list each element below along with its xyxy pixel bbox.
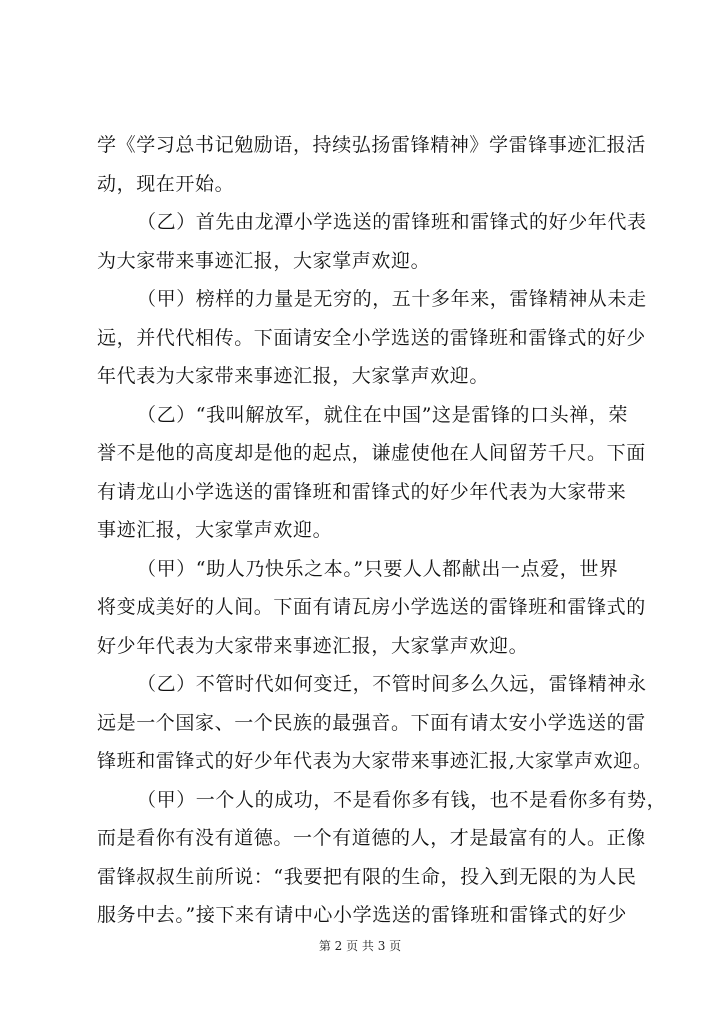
text-line: （甲）“助人乃快乐之本。”只要人人都献出一点爱，世界 xyxy=(137,557,619,580)
text-line: 动，现在开始。 xyxy=(97,172,235,195)
text-line: 年代表为大家带来事迹汇报，大家掌声欢迎。 xyxy=(97,365,490,387)
text-line: 雷锋叔叔生前所说：“我要把有限的生命，投入到无限的为人民 xyxy=(97,865,637,888)
text-line: 服务中去。”接下来有请中心小学选送的雷锋班和雷锋式的好少 xyxy=(97,904,628,926)
text-line: （乙）“我叫解放军，就住在中国”这是雷锋的口头禅，荣 xyxy=(137,403,629,426)
document-body xyxy=(97,126,667,935)
text-line: 锋班和雷锋式的好少年代表为大家带来事迹汇报,大家掌声欢迎。 xyxy=(97,750,653,772)
text-line: 事迹汇报，大家掌声欢迎。 xyxy=(97,519,333,541)
text-line: 学《学习总书记勉励语，持续弘扬雷锋精神》学雷锋事迹汇报活 xyxy=(97,134,646,156)
text-line: （乙）不管时代如何变迁，不管时间多么久远，雷锋精神永 xyxy=(137,673,647,695)
text-line: （甲）榜样的力量是无穷的，五十多年来，雷锋精神从未走 xyxy=(137,288,647,310)
text-line: 有请龙山小学选送的雷锋班和雷锋式的好少年代表为大家带来 xyxy=(97,480,627,503)
text-line: 好少年代表为大家带来事迹汇报，大家掌声欢迎。 xyxy=(97,634,529,657)
text-line: 而是看你有没有道德。一个有道德的人，才是最富有的人。正像 xyxy=(97,827,646,849)
text-line: （乙）首先由龙潭小学选送的雷锋班和雷锋式的好少年代表 xyxy=(137,211,647,233)
text-line: 远，并代代相传。下面请安全小学选送的雷锋班和雷锋式的好少 xyxy=(97,326,646,349)
text-line: 将变成美好的人间。下面有请瓦房小学选送的雷锋班和雷锋式的 xyxy=(97,596,646,618)
page-number-footer: 第 2 页 共 3 页 xyxy=(318,939,402,953)
text-line: 誉不是他的高度却是他的起点，谦虚使他在人间留芳千尺。下面 xyxy=(97,442,646,464)
text-line: 远是一个国家、一个民族的最强音。下面有请太安小学选送的雷 xyxy=(97,711,646,734)
text-line: （甲）一个人的成功，不是看你多有钱，也不是看你多有势， xyxy=(137,788,667,811)
text-line: 为大家带来事迹汇报，大家掌声欢迎。 xyxy=(97,249,431,272)
